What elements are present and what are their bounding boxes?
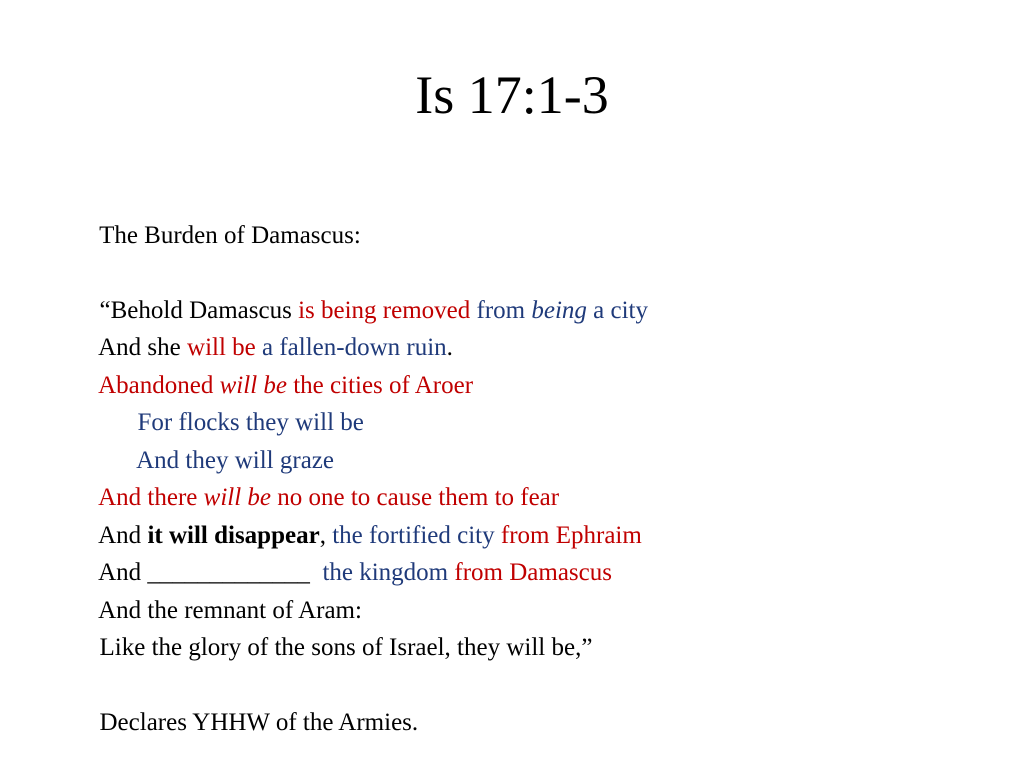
text-segment: being [531,296,587,324]
text-segment: And [98,521,148,549]
text-segment: And they will graze [136,446,334,474]
text-segment: The Burden of Damascus: [99,221,361,249]
text-segment: the kingdom [322,559,455,586]
text-segment: the cities of Aroer [286,371,474,399]
text-segment: a fallen-down ruin [255,334,447,361]
text-line [62,254,962,324]
text-segment: “Behold Damascus [99,296,299,324]
text-segment: from [470,296,532,324]
text-segment: is being removed [298,296,471,324]
text-segment: no one to cause them to fear [271,484,560,511]
text-line-heading [62,179,962,249]
text-line-closing [62,667,962,736]
text-segment: . [446,334,453,361]
text-segment: And _____________ [98,559,323,586]
text-segment: And she [98,334,188,361]
text-segment: from Damascus [454,559,612,586]
text-segment: And there [98,484,204,511]
text-segment: And the remnant of Aram: [98,596,362,624]
text-segment: will be [187,334,256,361]
text-segment: from Ephraim [500,521,642,549]
text-segment: Abandoned [98,371,220,399]
text-segment: a city [586,296,648,324]
scripture-text [62,179,962,736]
text-segment: , [319,521,333,549]
text-segment: the fortified city [332,521,501,549]
slide-title: Is 17:1-3 [415,65,609,125]
text-segment: For flocks they will be [137,409,364,436]
text-segment: Like the glory of the sons of Israel, they will be,” [99,634,593,661]
text-segment: Declares YHHW of the Armies. [99,709,419,736]
text-segment: it will disappear [147,521,320,549]
text-segment: will be [203,484,272,511]
text-segment: will be [219,371,287,399]
